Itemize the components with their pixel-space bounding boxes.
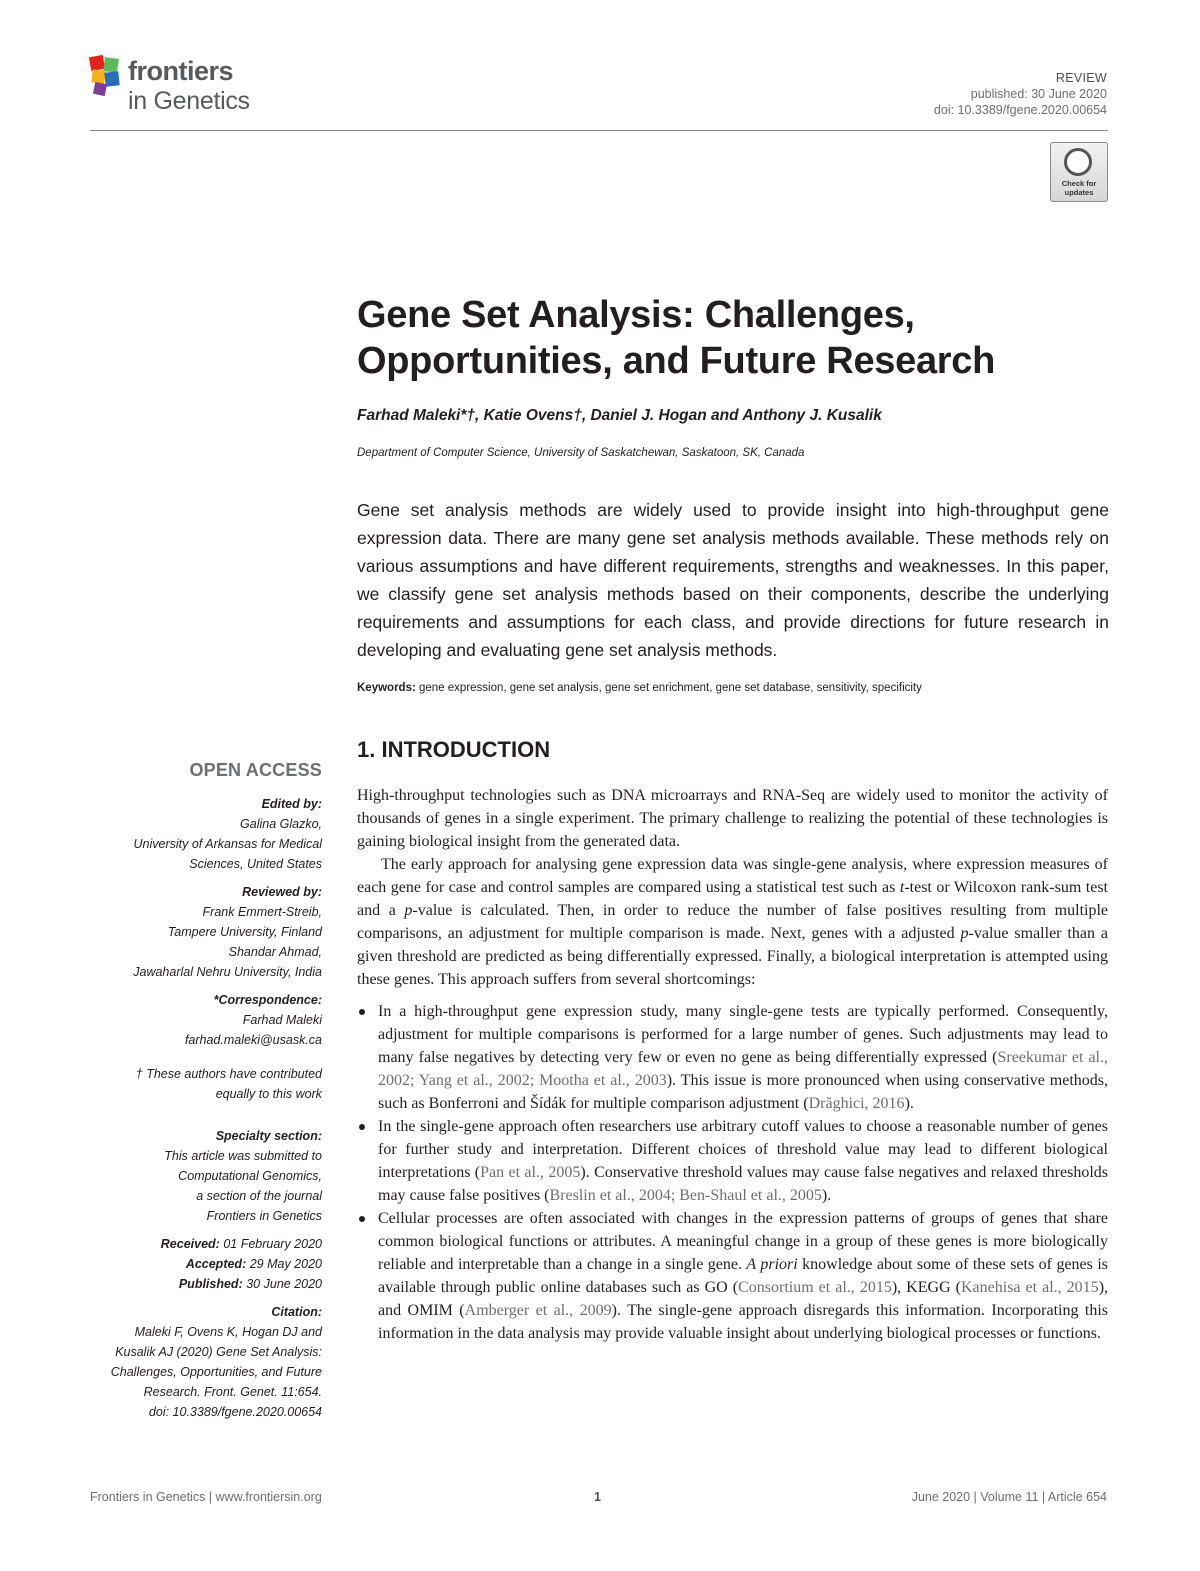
citation-link[interactable]: Consortium et al., 2015	[738, 1279, 892, 1296]
footer-journal-link[interactable]: Frontiers in Genetics | www.frontiersin.org	[90, 1490, 322, 1504]
crossmark-label: Check for updates	[1061, 179, 1097, 197]
citation-link[interactable]: Kanehisa et al., 2015	[960, 1279, 1099, 1296]
doi[interactable]: doi: 10.3389/fgene.2020.00654	[933, 103, 1107, 117]
article-meta	[934, 70, 1107, 118]
citation-line: Maleki F, Ovens K, Hogan DJ and	[134, 1325, 322, 1339]
reviewer-line: Shandar Ahmad,	[228, 945, 322, 959]
paragraph: High-throughput technologies such as DNA microarrays and RNA-Seq are widely used to monitor the activity of thousands of genes in a single experiment. The primary challenge to realizing the potential of these technologies is gaining biological insight from the generated data.	[357, 787, 1108, 850]
correspondence-label: *Correspondence:	[213, 993, 322, 1007]
keywords-label: Keywords:	[357, 682, 416, 694]
reviewer-line: Jawaharlal Nehru University, India	[133, 965, 322, 979]
specialty-line: Frontiers in Genetics	[206, 1209, 322, 1223]
body-text	[357, 784, 1108, 1345]
section-heading: 1. INTRODUCTION	[357, 737, 551, 762]
published-date-sidebar: Published: 30 June 2020	[178, 1277, 322, 1291]
specialty-line: a section of the journal	[196, 1189, 322, 1203]
accepted-date: Accepted: 29 May 2020	[185, 1257, 322, 1271]
correspondence-name: Farhad Maleki	[242, 1013, 322, 1027]
specialty-section-label: Specialty section:	[215, 1129, 322, 1143]
citation-line: Kusalik AJ (2020) Gene Set Analysis:	[115, 1345, 322, 1359]
bullet-icon	[359, 1009, 365, 1015]
open-access-label: OPEN ACCESS	[189, 760, 322, 780]
reviewer-line: Tampere University, Finland	[167, 925, 322, 939]
editor-line: University of Arkansas for Medical	[133, 837, 322, 851]
list-item: In the single-gene approach often researchers use arbitrary cutoff values to choose a reasonable number of genes for further study and interpretation. Different choices of threshold value may lead to different biological interpretations (Pan et al., 2005). Conservative threshold values may cause false negatives and relaxed thresholds may cause false positives (Breslin et al., 2004; Ben-Shaul et al., 2005).	[357, 1115, 1108, 1207]
received-date: Received: 01 February 2020	[160, 1237, 322, 1251]
citation-line: Challenges, Opportunities, and Future	[110, 1365, 322, 1379]
contribution-note: † These authors have contributed	[135, 1067, 322, 1081]
correspondence-email[interactable]: farhad.maleki@usask.ca	[184, 1033, 322, 1047]
shortcomings-list	[357, 1000, 1108, 1345]
page-number: 1	[594, 1490, 601, 1504]
crossmark-icon	[1064, 148, 1092, 176]
paragraph: The early approach for analysing gene expression data was single-gene analysis, where expression measures of each gene for case and control samples are compared using a statistical test such as t-test or Wilcoxon rank-sum test and a p-value is calculated. Then, in order to reduce the number of false positives resulting from multiple comparisons, an adjustment for multiple comparison is made. Next, genes with a adjusted p-value smaller than a given threshold are predicted as being differentially expressed. Finally, a biological interpretation is attempted using these genes. This approach suffers from several shortcomings:	[357, 856, 1109, 988]
sidebar	[90, 760, 322, 1422]
published-date: published: 30 June 2020	[970, 87, 1107, 101]
affiliation: Department of Computer Science, University of Saskatchewan, Saskatoon, SK, Canada	[357, 447, 805, 459]
footer-issue-info: June 2020 | Volume 11 | Article 654	[911, 1490, 1107, 1504]
list-item: Cellular processes are often associated with changes in the expression patterns of groups of genes that share common biological functions or attributes. A meaningful change in a group of these genes is more biologically reliable and interpretable than a change in a single gene. A priori knowledge about some of these sets of genes is available through public online databases such as GO (Consortium et al., 2015), KEGG (Kanehisa et al., 2015), and OMIM (Amberger et al., 2009). The single-gene approach disregards this information. Incorporating this information in the data analysis may provide valuable insight about underlying biological processes or functions.	[357, 1207, 1108, 1345]
header-divider	[90, 130, 1108, 131]
reviewer-line: Frank Emmert-Streib,	[202, 905, 322, 919]
reviewed-by-label: Reviewed by:	[242, 885, 322, 899]
edited-by-label: Edited by:	[261, 797, 322, 811]
editor-line: Sciences, United States	[189, 857, 322, 871]
list-item: In a high-throughput gene expression study, many single-gene tests are typically performed. Consequently, adjustment for multiple comparisons is performed for a large number of genes. Such adjustments may lead to many false negatives by detecting very few or even no gene as being differentially expressed (Sreekumar et al., 2002; Yang et al., 2002; Mootha et al., 2003). This issue is more pronounced when using conservative methods, such as Bonferroni and Šídák for multiple comparison adjustment (Drăghici, 2016).	[357, 1000, 1108, 1115]
abstract: Gene set analysis methods are widely used to provide insight into high-throughput gene expression data. There are many gene set analysis methods available. These methods rely on various assumptions and have different requirements, strengths and weaknesses. In this paper, we classify gene set analysis methods based on their components, describe the underlying requirements and assumptions for each class, and provide directions for future research in developing and evaluating gene set analysis methods.	[357, 500, 1109, 660]
bullet-icon	[359, 1216, 365, 1222]
bullet-icon	[359, 1124, 365, 1130]
keywords	[357, 682, 1117, 694]
frontiers-logo-icon	[88, 52, 128, 98]
contribution-note: equally to this work	[215, 1087, 322, 1101]
check-for-updates-button[interactable]	[1050, 142, 1108, 202]
citation-line[interactable]: doi: 10.3389/fgene.2020.00654	[148, 1405, 322, 1419]
citation-link[interactable]: Drăghici, 2016	[808, 1095, 905, 1112]
article-title: Gene Set Analysis: Challenges, Opportunities, and Future Research	[357, 294, 996, 382]
logo-word-journal: in Genetics	[128, 87, 250, 115]
citation-link[interactable]: Sreekumar et al., 2002; Yang et al., 2002; Mootha et al., 2003	[378, 1049, 1108, 1089]
editor-line: Galina Glazko,	[240, 817, 322, 831]
keywords-list: gene expression, gene set analysis, gene set enrichment, gene set database, sensitivity, specificity	[419, 682, 922, 694]
citation-link[interactable]: Pan et al., 2005	[480, 1164, 581, 1181]
citation-link[interactable]: Amberger et al., 2009	[464, 1302, 612, 1319]
logo-word-frontiers: frontiers	[128, 56, 234, 86]
specialty-line: Computational Genomics,	[178, 1169, 322, 1183]
author-list: Farhad Maleki*†, Katie Ovens†, Daniel J. Hogan and Anthony J. Kusalik	[357, 407, 882, 424]
article-type: REVIEW	[1055, 71, 1107, 85]
citation-link[interactable]: Breslin et al., 2004; Ben-Shaul et al., 2005	[549, 1187, 822, 1204]
citation-label: Citation:	[271, 1305, 322, 1319]
journal-logo	[88, 50, 288, 120]
specialty-line: This article was submitted to	[164, 1149, 322, 1163]
citation-line: Research. Front. Genet. 11:654.	[143, 1385, 322, 1399]
